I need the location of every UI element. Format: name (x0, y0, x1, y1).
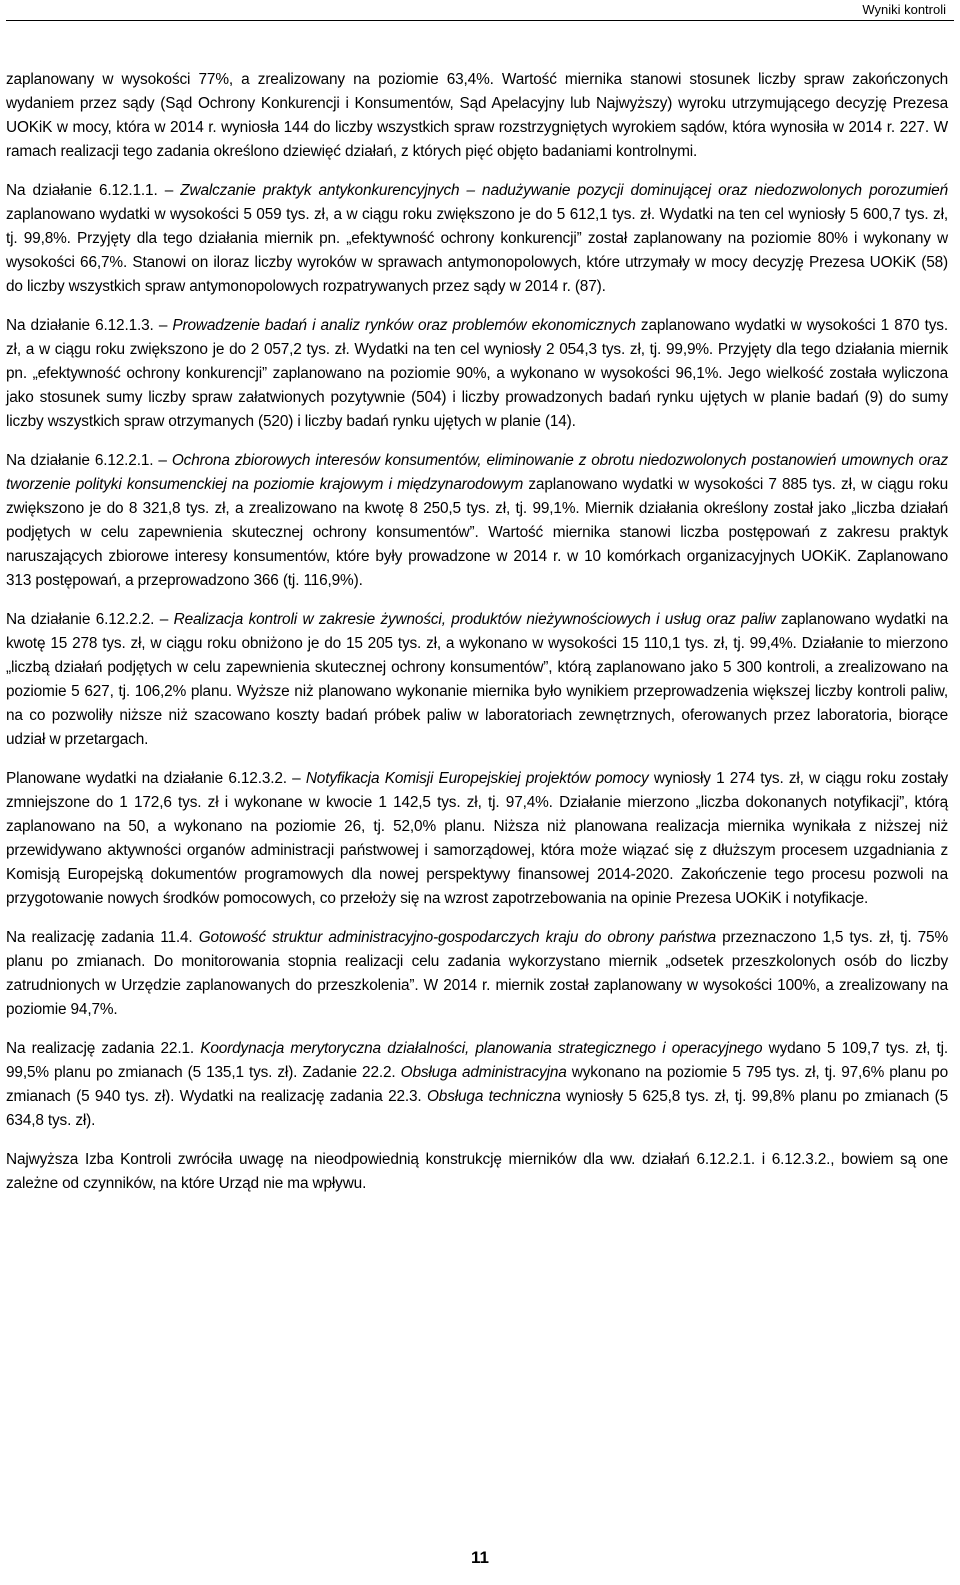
paragraph-text: zaplanowano wydatki na kwotę 15 278 tys. zł, w ciągu roku obniżono je do 15 205 tys. zł, a wykonano w wysokości 15 110,1 tys. zł, tj. 99,4%. Działanie to mierzono „liczbą działań podjętych w celu zapewnienia skutecznej ochrony konsumentów”, którą zaplanowano jako 5 300 kontroli, a zrealizowano na poziomie 5 627, tj. 106,2% planu. Wyższe niż planowano wykonanie miernika było wynikiem przeprowadzenia większej liczby kontroli paliw, na co pozwoliły niższe niż szacowano koszty badań próbek paliw w laboratoriach zewnętrznych, oferowanych przez laboratoria, biorące udział w przetargach. (6, 611, 948, 748)
action-title: Realizacja kontroli w zakresie żywności, produktów nieżywnościowych i usług oraz paliw (173, 611, 776, 628)
running-header (0, 0, 960, 22)
action-title: Zwalczanie praktyk antykonkurencyjnych – nadużywanie pozycji dominującej oraz niedozwolonych porozumień (180, 182, 948, 199)
paragraph-action-6-12-1-1 (6, 179, 948, 299)
task-title: Gotowość struktur administracyjno-gospodarczych kraju do obrony państwa (198, 929, 716, 946)
task-title: Koordynacja merytoryczna działalności, planowania strategicznego i operacyjnego (200, 1040, 763, 1057)
task-title: Obsługa techniczna (426, 1088, 561, 1105)
page-number: 11 (471, 1548, 489, 1567)
paragraph-text: wydano 5 109,7 tys. zł, tj. 99,5% planu po zmianach (5 135,1 tys. zł). Zadanie 22.2. (6, 1040, 948, 1081)
paragraph-intro-continuation (6, 68, 948, 164)
paragraph-action-6-12-2-2 (6, 608, 948, 752)
paragraph-text: Na działanie 6.12.2.2. – (6, 611, 174, 628)
paragraph-text: Na realizację zadania 22.1. (6, 1040, 201, 1057)
header-divider (6, 20, 954, 21)
action-title: Notyfikacja Komisji Europejskiej projektów pomocy (305, 770, 649, 787)
action-title: Prowadzenie badań i analiz rynków oraz problemów ekonomicznych (172, 317, 636, 334)
task-title: Obsługa administracyjna (400, 1064, 567, 1081)
paragraph-action-6-12-2-1 (6, 449, 948, 593)
paragraph-text: wykonano na poziomie 5 795 tys. zł, tj. 97,6% planu po zmianach (5 940 tys. zł). Wydatki na realizację zadania 22.3. (6, 1064, 949, 1105)
paragraph-text: zaplanowano wydatki w wysokości 1 870 tys. zł, a w ciągu roku zwiększono je do 2 057,2 tys. zł. Wydatki na ten cel wyniosły 2 054,3 tys. zł, tj. 99,9%. Przyjęty dla tego działania miernik pn. „efektywność ochrony konkurencji” zaplanowano na poziomie 90%, a wykonano w wysokości 96,1%. Jego wielkość została wyliczona jako stosunek sumy liczby spraw załatwionych pozytywnie (504) i liczby prowadzonych badań rynku ujętych w planie badań (9) do sumy liczby wszystkich spraw otrzymanych (520) i liczby badań rynku ujętych w planie (14). (6, 317, 948, 430)
paragraph-text: Na działanie 6.12.1.3. – (6, 317, 173, 334)
paragraph-text: Na działanie 6.12.2.1. – (6, 452, 172, 469)
action-title: Ochrona zbiorowych interesów konsumentów, eliminowanie z obrotu niedozwolonych postanowień umownych oraz tworzenie polityki konsumenckiej na poziomie krajowym i międzynarodowym (6, 452, 948, 493)
paragraph-text: wyniosły 5 625,8 tys. zł, tj. 99,8% planu po zmianach (5 634,8 tys. zł). (6, 1088, 948, 1129)
paragraph-text: Najwyższa Izba Kontroli zwróciła uwagę na nieodpowiednią konstrukcję mierników dla ww. działań 6.12.2.1. i 6.12.3.2., bowiem są one zależne od czynników, na które Urząd nie ma wpływu. (6, 1151, 948, 1192)
document-body (6, 68, 948, 1211)
paragraph-text: Na realizację zadania 11.4. (6, 929, 199, 946)
running-header-title: Wyniki kontroli (862, 2, 946, 17)
paragraph-text: Planowane wydatki na działanie 6.12.3.2. – (6, 770, 306, 787)
paragraph-task-11-4 (6, 926, 948, 1022)
paragraph-text: zaplanowano wydatki w wysokości 7 885 tys. zł, w ciągu roku zwiększono je do 8 321,8 tys. zł, a zrealizowano na kwotę 8 250,5 tys. zł, tj. 99,1%. Miernik działania określony został jako „liczba działań podjętych w celu zapewnienia skutecznej ochrony konsumentów”. Wartość miernika stanowi liczba postępowań z zakresu praktyk naruszających zbiorowe interesy konsumentów, które były prowadzone w 2014 r. w 10 komórkach organizacyjnych UOKiK. Zaplanowano 313 postępowań, a przeprowadzono 366 (tj. 116,9%). (6, 476, 948, 589)
paragraph-action-6-12-3-2 (6, 767, 948, 911)
paragraph-nik-remark (6, 1148, 948, 1196)
paragraph-text: zaplanowano wydatki w wysokości 5 059 tys. zł, a w ciągu roku zwiększono je do 5 612,1 tys. zł. Wydatki na ten cel wyniosły 5 600,7 tys. zł, tj. 99,8%. Przyjęty dla tego działania miernik pn. „efektywność ochrony konkurencji” został zaplanowany na poziomie 80% i wykonany w wysokości 66,7%. Stanowi on iloraz liczby wyroków w sprawach antymonopolowych, które utrzymały w mocy decyzję Prezesa UOKiK (58) do liczby wszystkich spraw antymonopolowych rozpatrywanych przez sądy w 2014 r. (87). (6, 206, 948, 295)
paragraph-text: zaplanowany w wysokości 77%, a zrealizowany na poziomie 63,4%. Wartość miernika stanowi stosunek liczby spraw zakończonych wydaniem przez sądy (Sąd Ochrony Konkurencji i Konsumentów, Sąd Apelacyjny lub Najwyższy) wyroku utrzymującego decyzję Prezesa UOKiK w mocy, która w 2014 r. wyniosła 144 do liczby wszystkich spraw rozstrzygniętych wyrokiem sądów, która wynosiła w 2014 r. 227. W ramach realizacji tego zadania określono dziewięć działań, z których pięć objęto badaniami kontrolnymi. (6, 71, 948, 160)
paragraph-tasks-22 (6, 1037, 948, 1133)
paragraph-text: wyniosły 1 274 tys. zł, w ciągu roku zostały zmniejszone do 1 172,6 tys. zł i wykonane w kwocie 1 142,5 tys. zł, tj. 97,4%. Działanie mierzono „liczba dokonanych notyfikacji”, którą zaplanowano na 50, a wykonano na poziomie 26, tj. 52,0% planu. Niższa niż planowana realizacja miernika wynikała z niższej niż przewidywano aktywności organów administracji państwowej i samorządowej, która może wiązać się z dłuższym procesem uzgadniania z Komisją Europejską dokumentów programowych dla nowej perspektywy finansowej 2014-2020. Zakończenie tego procesu pozwoli na przygotowanie nowych środków pomocowych, co przełoży się na wzrost zapotrzebowania na opinie Prezesa UOKiK i notyfikacje. (6, 770, 949, 907)
paragraph-text: przeznaczono 1,5 tys. zł, tj. 75% planu po zmianach. Do monitorowania stopnia realizacji celu zadania wykorzystano miernik „odsetek przeszkolonych osób do liczby zatrudnionych w Urzędzie zaplanowanych do przeszkolenia”. W 2014 r. miernik został zaplanowany w wysokości 100%, a zrealizowany na poziomie 94,7%. (6, 929, 949, 1018)
paragraph-text: Na działanie 6.12.1.1. – (6, 182, 181, 199)
paragraph-action-6-12-1-3 (6, 314, 948, 434)
